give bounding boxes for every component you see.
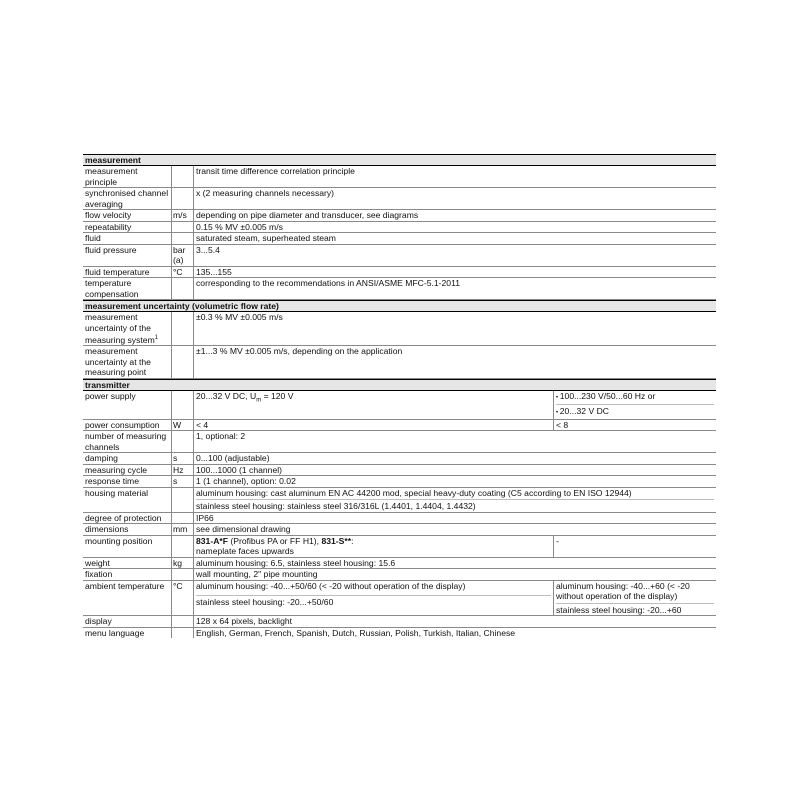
spec-table (83, 154, 716, 638)
table-row (83, 222, 716, 234)
row-label: fluid pressure (83, 245, 172, 266)
row-value-alt: • 100...230 V/50...60 Hz or • 20...32 V DC (553, 391, 716, 419)
row-value: 128 x 64 pixels, backlight (196, 616, 293, 627)
row-value-alt: < 8 (553, 420, 716, 431)
row-label: fluid temperature (83, 267, 172, 278)
row-value-alt: aluminum housing: -40...+60 (< -20 without operation of the display) stainless steel housing: -20...+60 (553, 581, 716, 616)
row-value: English, German, French, Spanish, Dutch, Russian, Polish, Turkish, Italian, Chinese (196, 627, 516, 638)
row-value: depending on pipe diameter and transducer, see diagrams (196, 210, 419, 220)
row-unit: mm (172, 524, 194, 535)
row-label: power consumption (83, 420, 172, 431)
row-value: 1, optional: 2 (196, 431, 246, 442)
row-value: ±0.3 % MV ±0.005 m/s (196, 312, 283, 322)
section-measurement: measurement (83, 154, 716, 166)
row-unit (172, 166, 194, 187)
row-label: degree of protection (83, 513, 172, 524)
table-row (83, 245, 716, 267)
row-value: transit time difference correlation principle (196, 166, 355, 176)
table-row (83, 581, 716, 617)
row-label: measuring cycle (83, 465, 172, 476)
row-unit (172, 536, 194, 557)
row-unit (172, 513, 194, 524)
table-row (83, 188, 716, 210)
row-value: wall mounting, 2" pipe mounting (196, 569, 318, 580)
section-uncertainty: measurement uncertainty (volumetric flow rate) (83, 300, 716, 312)
row-unit: W (172, 420, 194, 431)
row-value: aluminum housing: cast aluminum EN AC 44200 mod, special heavy-duty coating (C5 according to EN ISO 12944) stainless steel housing: stainless steel 316/316L (1.4401, 1.4404, 1.4432) (194, 488, 716, 512)
row-label: number of measuring channels (83, 431, 172, 452)
table-row (83, 558, 716, 570)
row-label: measurement uncertainty of the measuring system$^1$ (83, 312, 172, 345)
row-unit (172, 278, 194, 299)
row-value: aluminum housing: -40...+50/60 (< -20 without operation of the display) stainless steel housing: -20...+50/60 (194, 581, 553, 616)
row-value: 3...5.4 (196, 244, 220, 255)
row-label: weight (83, 558, 172, 569)
row-unit: s (172, 453, 194, 464)
row-value: 0...100 (adjustable) (196, 453, 270, 464)
row-value: see dimensional drawing (196, 524, 291, 535)
row-label: synchronised channel averaging (83, 188, 172, 209)
table-row (83, 267, 716, 279)
table-row (83, 210, 716, 222)
row-label: ambient temperature (83, 581, 172, 616)
row-value: corresponding to the recommendations in ANSI/ASME MFC-5.1-2011 (196, 278, 460, 288)
row-unit (172, 569, 194, 580)
table-row (83, 420, 716, 432)
row-value: < 4 (196, 419, 209, 430)
row-unit: m/s (172, 210, 194, 221)
table-row (83, 488, 716, 513)
row-value: x (2 measuring channels necessary) (196, 188, 335, 198)
table-row (83, 278, 716, 300)
row-label: menu language (83, 628, 172, 639)
row-unit (172, 222, 194, 233)
table-row (83, 346, 716, 379)
table-row (83, 166, 716, 188)
row-value: aluminum housing: 6.5, stainless steel housing: 15.6 (196, 557, 396, 568)
row-unit: °C (172, 267, 194, 278)
table-row (83, 524, 716, 536)
row-value-alt: - (553, 536, 716, 557)
table-row (83, 431, 716, 453)
row-label: display (83, 616, 172, 627)
row-label: flow velocity (83, 210, 172, 221)
table-row (83, 616, 716, 628)
row-label: fixation (83, 569, 172, 580)
table-row (83, 536, 716, 558)
row-unit (172, 391, 194, 419)
row-unit: °C (172, 581, 194, 616)
row-unit (172, 346, 194, 378)
table-row (83, 476, 716, 488)
table-row (83, 233, 716, 245)
row-value: IP66 (196, 512, 214, 523)
row-unit: s (172, 476, 194, 487)
row-label: power supply (83, 391, 172, 419)
row-unit (172, 233, 194, 244)
table-row (83, 513, 716, 525)
row-unit: bar (a) (172, 245, 194, 266)
row-label: repeatability (83, 222, 172, 233)
table-row (83, 453, 716, 465)
row-unit (172, 488, 194, 512)
row-unit (172, 312, 194, 345)
row-value: 0.15 % MV ±0.005 m/s (196, 221, 283, 232)
row-unit (172, 431, 194, 452)
row-label: damping (83, 453, 172, 464)
row-value: 100...1000 (1 channel) (196, 464, 283, 475)
row-unit (172, 616, 194, 627)
row-label: mounting position (83, 536, 172, 557)
row-label: dimensions (83, 524, 172, 535)
section-transmitter: transmitter (83, 379, 716, 391)
row-label: measurement principle (83, 166, 172, 187)
table-row (83, 569, 716, 581)
row-unit (172, 188, 194, 209)
row-label: response time (83, 476, 172, 487)
row-value: 20...32 V DC, $U_m = 120$ V (196, 390, 294, 404)
row-label: temperature compensation (83, 278, 172, 299)
footnote-marker: 1 (154, 335, 159, 341)
row-unit: kg (172, 558, 194, 569)
row-unit (172, 628, 194, 639)
table-row (83, 391, 716, 420)
table-row (83, 312, 716, 346)
row-value: saturated steam, superheated steam (196, 233, 336, 243)
row-value: 135...155 (196, 266, 232, 277)
row-value: 1 (1 channel), option: 0.02 (196, 476, 296, 487)
row-label: housing material (83, 488, 172, 512)
table-row (83, 628, 716, 639)
row-value: ±1...3 % MV ±0.005 m/s, depending on the application (196, 346, 403, 357)
row-value: 831-A*F (Profibus PA or FF H1), 831-S**: nameplate faces upwards (196, 535, 354, 557)
row-label: measurement uncertainty at the measuring point (83, 346, 172, 378)
table-row (83, 465, 716, 477)
row-unit: Hz (172, 465, 194, 476)
row-label: fluid (83, 233, 172, 244)
